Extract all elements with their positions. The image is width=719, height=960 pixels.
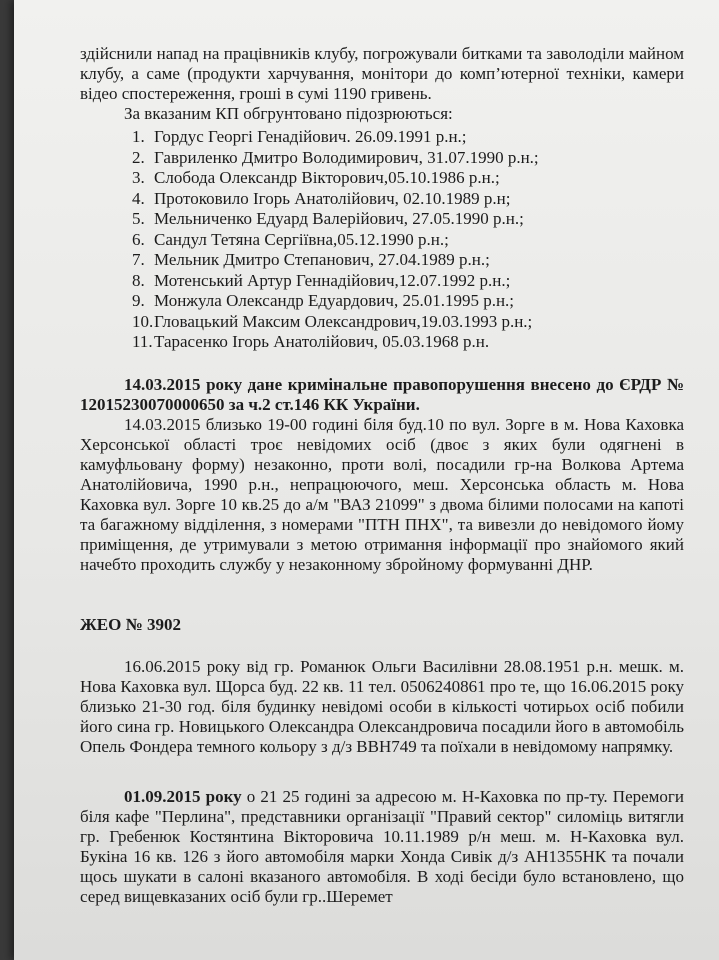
- item-text: Гордус Георгі Генадійович. 26.09.1991 р.н.;: [154, 127, 467, 146]
- list-item: [132, 332, 684, 353]
- case1-heading: 14.03.2015 року дане кримінальне правопорушення внесено до ЄРДР № 12015230070000650 за ч.2 ст.146 КК України.: [80, 374, 684, 414]
- case3-paragraph: [80, 787, 684, 907]
- item-number: 8.: [132, 270, 145, 290]
- document-body: [80, 44, 684, 907]
- case1-body: 14.03.2015 близько 19-00 годині біля буд.10 по вул. Зорге в м. Нова Каховка Херсонської області троє невідомих осіб (двоє з яких були одягнені в камуфльовану форму) незаконно, проти волі, посадили гр-на Волкова Артема Анатолійовича, 1990 р.н., непрацюючого, меш. Херсонська область м. Нова Каховка вул. Зорге 10 кв.25 до а/м "ВАЗ 21099" з двома білими полосами на капоті та багажному відділення, з номерами "ПТН ПНХ", та вивезли до невідомого йому приміщення, де утримували з метою отримання інформації про знайомого який начебто проходить службу у незаконному збройному формуванні ДНР.: [80, 414, 684, 574]
- intro-paragraph: здійснили напад на працівників клубу, погрожували битками та заволоділи майном клубу, а саме (продукти харчування, монітори до комп’ютерної техніки, камери відео спостереження, гроші в сумі 1190 гривень.: [80, 44, 684, 103]
- item-number: 11.: [132, 332, 153, 351]
- list-item: [132, 189, 684, 210]
- case3-date: 01.09.2015 року: [124, 786, 242, 806]
- item-number: 1.: [132, 127, 145, 146]
- list-item: [132, 209, 684, 230]
- case2-body: 16.06.2015 року від гр. Романюк Ольги Василівни 28.08.1951 р.н. мешк. м. Нова Каховка вул. Щорса буд. 22 кв. 11 тел. 0506240861 про те, що 16.06.2015 року близько 21-30 год. біля будинку невідомі особи в кількості чотирьох осіб побили його сина гр. Новицького Олександра Олександровича посадили його в автомобіль Опель Фондера темного кольору з д/з ВВН749 та поїхали в невідомому напрямку.: [80, 656, 684, 756]
- list-item: [132, 168, 684, 189]
- list-item: [132, 312, 684, 333]
- item-text: Сандул Тетяна Сергіївна,05.12.1990 р.н.;: [154, 229, 449, 249]
- item-number: 7.: [132, 250, 145, 269]
- item-text: Мельник Дмитро Степанович, 27.04.1989 р.н.;: [154, 250, 490, 269]
- item-text: Тарасенко Ігорь Анатолійович, 05.03.1968 р.н.: [154, 332, 490, 351]
- item-number: 10.: [132, 311, 154, 331]
- item-number: 6.: [132, 229, 145, 249]
- item-text: Гловацький Максим Олександрович,19.03.1993 р.н.;: [154, 311, 533, 331]
- item-text: Мотенський Артур Геннадійович,12.07.1992 р.н.;: [154, 270, 511, 290]
- case2-heading: ЖЕО № 3902: [80, 614, 181, 634]
- list-item: [132, 230, 684, 251]
- suspects-list: [80, 127, 684, 353]
- list-item: [132, 148, 684, 169]
- document-page: [14, 0, 719, 960]
- item-text: Мельниченко Едуард Валерійович, 27.05.1990 р.н.;: [154, 209, 524, 228]
- item-number: 3.: [132, 168, 145, 187]
- list-item: [132, 250, 684, 271]
- item-text: Протоковило Ігорь Анатолійович, 02.10.1989 р.н;: [154, 188, 511, 208]
- item-text: Гавриленко Дмитро Володимирович, 31.07.1990 р.н.;: [154, 147, 539, 167]
- item-text: Монжула Олександр Едуардович, 25.01.1995 р.н.;: [154, 291, 515, 310]
- list-item: [132, 271, 684, 292]
- item-number: 2.: [132, 147, 145, 167]
- suspects-intro: За вказаним КП обгрунтовано підозрюються:: [124, 104, 453, 123]
- case3-body: о 21 25 годині за адресою м. Н-Каховка по пр-ту. Перемоги біля кафе "Перлина", представники організації "Правий сектор" силоміць витягли гр. Гребенюк Костянтина Вікторовича 10.11.1989 р/н меш. м. Н-Каховка вул. Букіна 16 кв. 126 з його автомобіля марки Хонда Сивік д/з АН1355НК та почали щось шукати в салоні вказаного автомобіля. В ході бесіди було встановлено, що серед вищевказаних осіб були гр..Шеремет: [80, 786, 684, 906]
- list-item: [132, 127, 684, 148]
- item-number: 5.: [132, 209, 145, 228]
- list-item: [132, 291, 684, 312]
- item-number: 4.: [132, 188, 145, 208]
- item-number: 9.: [132, 291, 145, 310]
- item-text: Слобода Олександр Вікторович,05.10.1986 р.н.;: [154, 168, 500, 187]
